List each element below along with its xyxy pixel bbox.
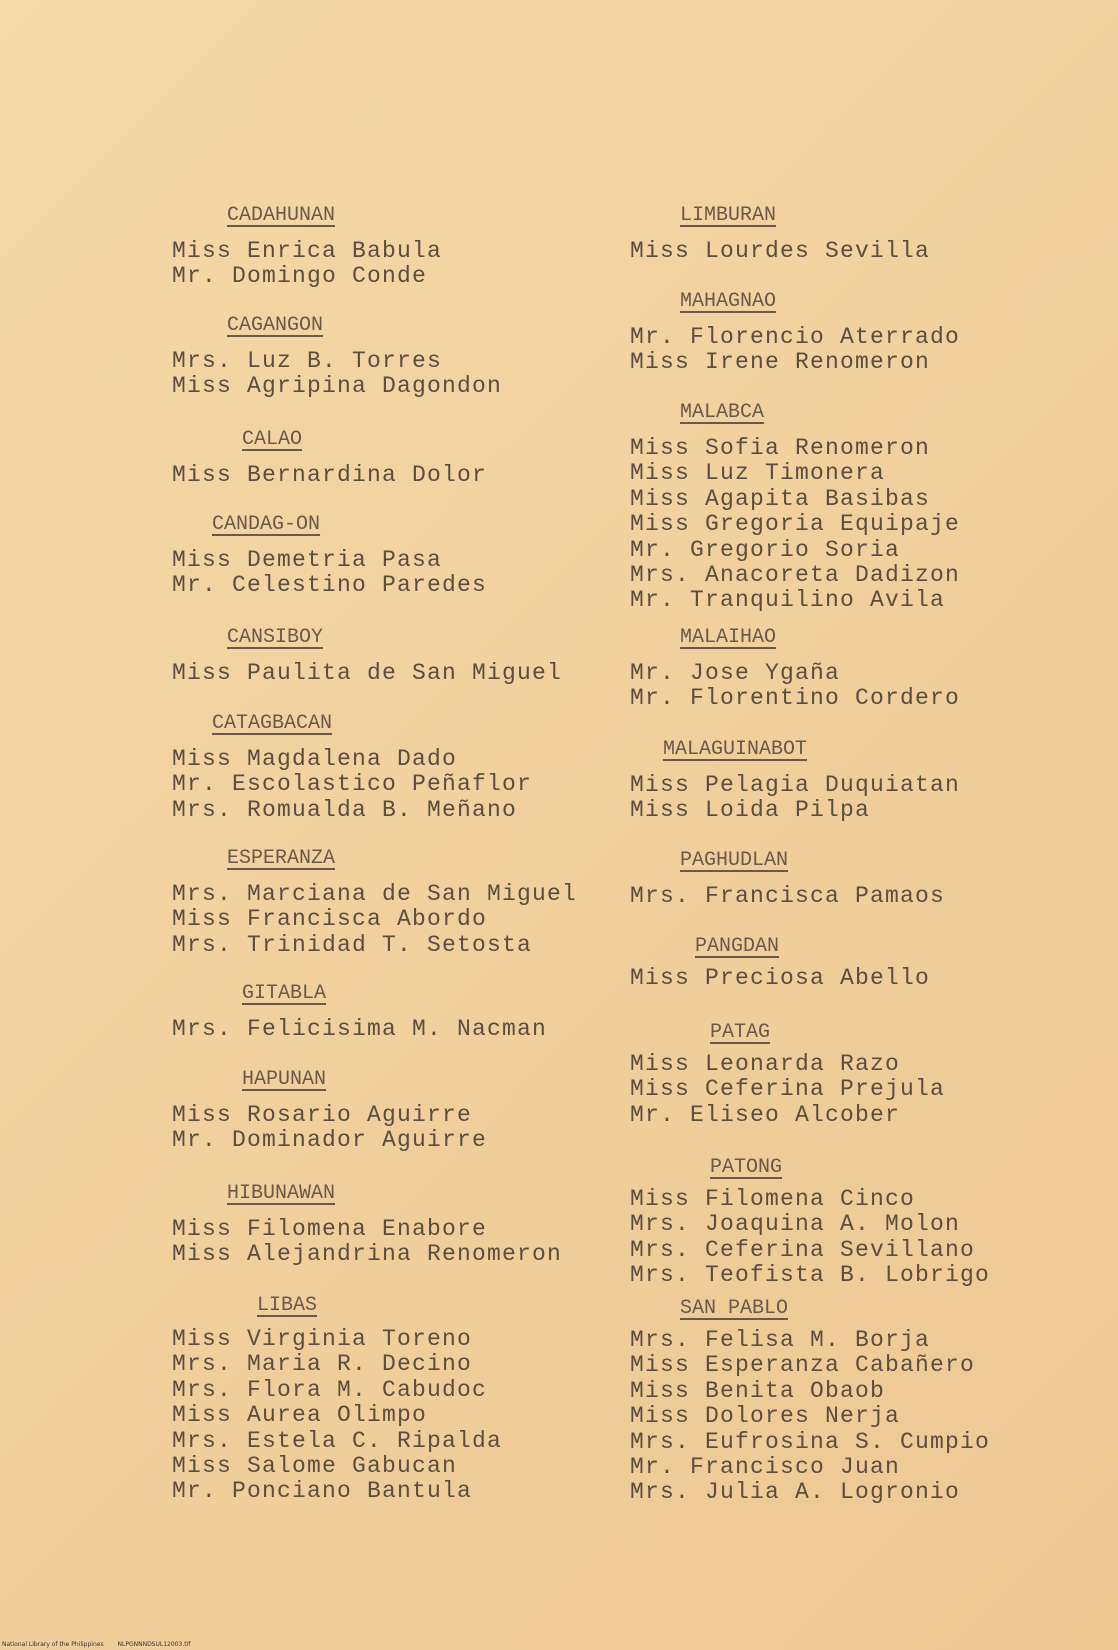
section-calao <box>172 427 592 512</box>
person-name: Miss Agripina Dagondon <box>172 373 503 400</box>
section-malaihao <box>630 625 1030 737</box>
section-heading: CAGANGON <box>227 314 324 337</box>
person-name: Miss Virginia Toreno <box>172 1326 473 1352</box>
left-column <box>172 203 592 1505</box>
person-name: Mrs. Anacoreta Dadizon <box>630 562 961 589</box>
person-name: Miss Salome Gabucan <box>172 1453 458 1480</box>
person-name: Mrs. Romualda B. Meñano <box>172 796 518 823</box>
person-name: Miss Dolores Nerja <box>630 1403 901 1430</box>
footer-file-id: NLPGNNNDSUL12003.tif <box>117 1641 191 1648</box>
section-mahagnao <box>630 289 1030 400</box>
person-name: Miss Rosario Aguirre <box>172 1102 473 1128</box>
section-paghudlan <box>630 848 1030 934</box>
person-name: Miss Pelagia Duquiatan <box>630 772 961 798</box>
person-name: Mrs. Ceferina Sevillano <box>630 1236 976 1263</box>
section-esperanza <box>172 846 592 981</box>
section-heading: MALABCA <box>680 401 765 424</box>
person-name: Mrs. Felisa M. Borja <box>630 1327 931 1353</box>
person-name: Mrs. Luz B. Torres <box>172 348 443 374</box>
section-heading: PATONG <box>710 1156 783 1179</box>
section-heading: PAGHUDLAN <box>680 849 789 872</box>
person-name: Miss Loida Pilpa <box>630 797 871 824</box>
section-heading: LIMBURAN <box>680 204 777 227</box>
section-heading: CANSIBOY <box>227 626 324 649</box>
section-heading: CANDAG-ON <box>212 513 321 536</box>
person-name: Mr. Gregorio Soria <box>630 536 901 563</box>
person-name: Mrs. Flora M. Cabudoc <box>172 1376 488 1403</box>
section-heading: HIBUNAWAN <box>227 1182 336 1205</box>
section-heading: MALAIHAO <box>680 626 777 649</box>
section-limburan <box>630 203 1030 289</box>
section-patong <box>630 1155 1030 1296</box>
section-cansiboy <box>172 625 592 711</box>
person-name: Mrs. Maria R. Decino <box>172 1351 473 1378</box>
person-name: Mrs. Estela C. Ripalda <box>172 1427 503 1454</box>
person-name: Miss Lourdes Sevilla <box>630 238 931 264</box>
person-name: Miss Esperanza Cabañero <box>630 1352 976 1379</box>
person-name: Mr. Escolastico Peñaflor <box>172 771 533 798</box>
section-heading: MALAGUINABOT <box>663 738 808 761</box>
section-cagangon <box>172 313 592 427</box>
section-pangdan <box>630 934 1030 1020</box>
person-name: Mrs. Eufrosina S. Cumpio <box>630 1428 991 1455</box>
person-name: Miss Enrica Babula <box>172 238 443 264</box>
section-heading: LIBAS <box>257 1294 318 1317</box>
person-name: Miss Preciosa Abello <box>630 965 931 991</box>
person-name: Miss Benita Obaob <box>630 1377 886 1404</box>
section-heading: SAN PABLO <box>680 1297 789 1320</box>
section-gitabla <box>172 981 592 1067</box>
person-name: Miss Demetria Pasa <box>172 547 443 573</box>
right-column <box>630 203 1030 1506</box>
section-catagbacan <box>172 711 592 846</box>
person-name: Miss Filomena Cinco <box>630 1186 916 1212</box>
section-heading: PANGDAN <box>695 935 780 958</box>
section-heading: PATAG <box>710 1021 771 1044</box>
person-name: Miss Bernardina Dolor <box>172 462 488 488</box>
person-name: Miss Paulita de San Miguel <box>172 660 563 686</box>
section-hapunan <box>172 1067 592 1181</box>
person-name: Mrs. Marciana de San Miguel <box>172 881 578 907</box>
section-candag-on <box>172 512 592 625</box>
section-heading: MAHAGNAO <box>680 290 777 313</box>
person-name: Mr. Francisco Juan <box>630 1454 901 1481</box>
person-name: Mr. Ponciano Bantula <box>172 1478 473 1505</box>
person-name: Mr. Celestino Paredes <box>172 572 488 599</box>
person-name: Miss Filomena Enabore <box>172 1216 488 1242</box>
person-name: Mr. Florencio Aterrado <box>630 324 961 350</box>
footer-library: National Library of the Philippines <box>2 1641 104 1648</box>
person-name: Mrs. Joaquina A. Molon <box>630 1211 961 1238</box>
section-heading: ESPERANZA <box>227 847 336 870</box>
person-name: Mr. Eliseo Alcober <box>630 1101 901 1128</box>
person-name: Mr. Domingo Conde <box>172 263 428 290</box>
person-name: Miss Gregoria Equipaje <box>630 511 961 538</box>
person-name: Mr. Jose Ygaña <box>630 660 841 686</box>
section-libas <box>172 1293 592 1505</box>
person-name: Mr. Dominador Aguirre <box>172 1127 488 1154</box>
person-name: Miss Alejandrina Renomeron <box>172 1241 563 1268</box>
person-name: Miss Sofia Renomeron <box>630 435 931 461</box>
section-malaguinabot <box>630 737 1030 848</box>
section-cadahunan <box>172 203 592 313</box>
section-heading: CADAHUNAN <box>227 204 336 227</box>
section-heading: CATAGBACAN <box>212 712 333 735</box>
section-patag <box>630 1020 1030 1155</box>
person-name: Miss Agapita Basibas <box>630 485 931 512</box>
section-malabca <box>630 400 1030 625</box>
section-heading: HAPUNAN <box>242 1068 327 1091</box>
person-name: Miss Leonarda Razo <box>630 1051 901 1077</box>
person-name: Mrs. Felicisima M. Nacman <box>172 1016 548 1042</box>
person-name: Mrs. Francisca Pamaos <box>630 883 946 909</box>
person-name: Mrs. Teofista B. Lobrigo <box>630 1262 991 1289</box>
person-name: Mrs. Trinidad T. Setosta <box>172 931 533 958</box>
section-san-pablo <box>630 1296 1030 1506</box>
person-name: Miss Ceferina Prejula <box>630 1076 946 1103</box>
section-hibunawan <box>172 1181 592 1293</box>
section-heading: GITABLA <box>242 982 327 1005</box>
person-name: Miss Luz Timonera <box>630 460 886 487</box>
person-name: Miss Francisca Abordo <box>172 906 488 933</box>
person-name: Mr. Florentino Cordero <box>630 685 961 712</box>
scan-footer <box>2 1641 202 1648</box>
person-name: Miss Magdalena Dado <box>172 746 458 772</box>
person-name: Miss Irene Renomeron <box>630 349 931 376</box>
section-heading: CALAO <box>242 428 303 451</box>
person-name: Mrs. Julia A. Logronio <box>630 1479 961 1506</box>
person-name: Mr. Tranquilino Avila <box>630 587 946 614</box>
person-name: Miss Aurea Olimpo <box>172 1402 428 1429</box>
